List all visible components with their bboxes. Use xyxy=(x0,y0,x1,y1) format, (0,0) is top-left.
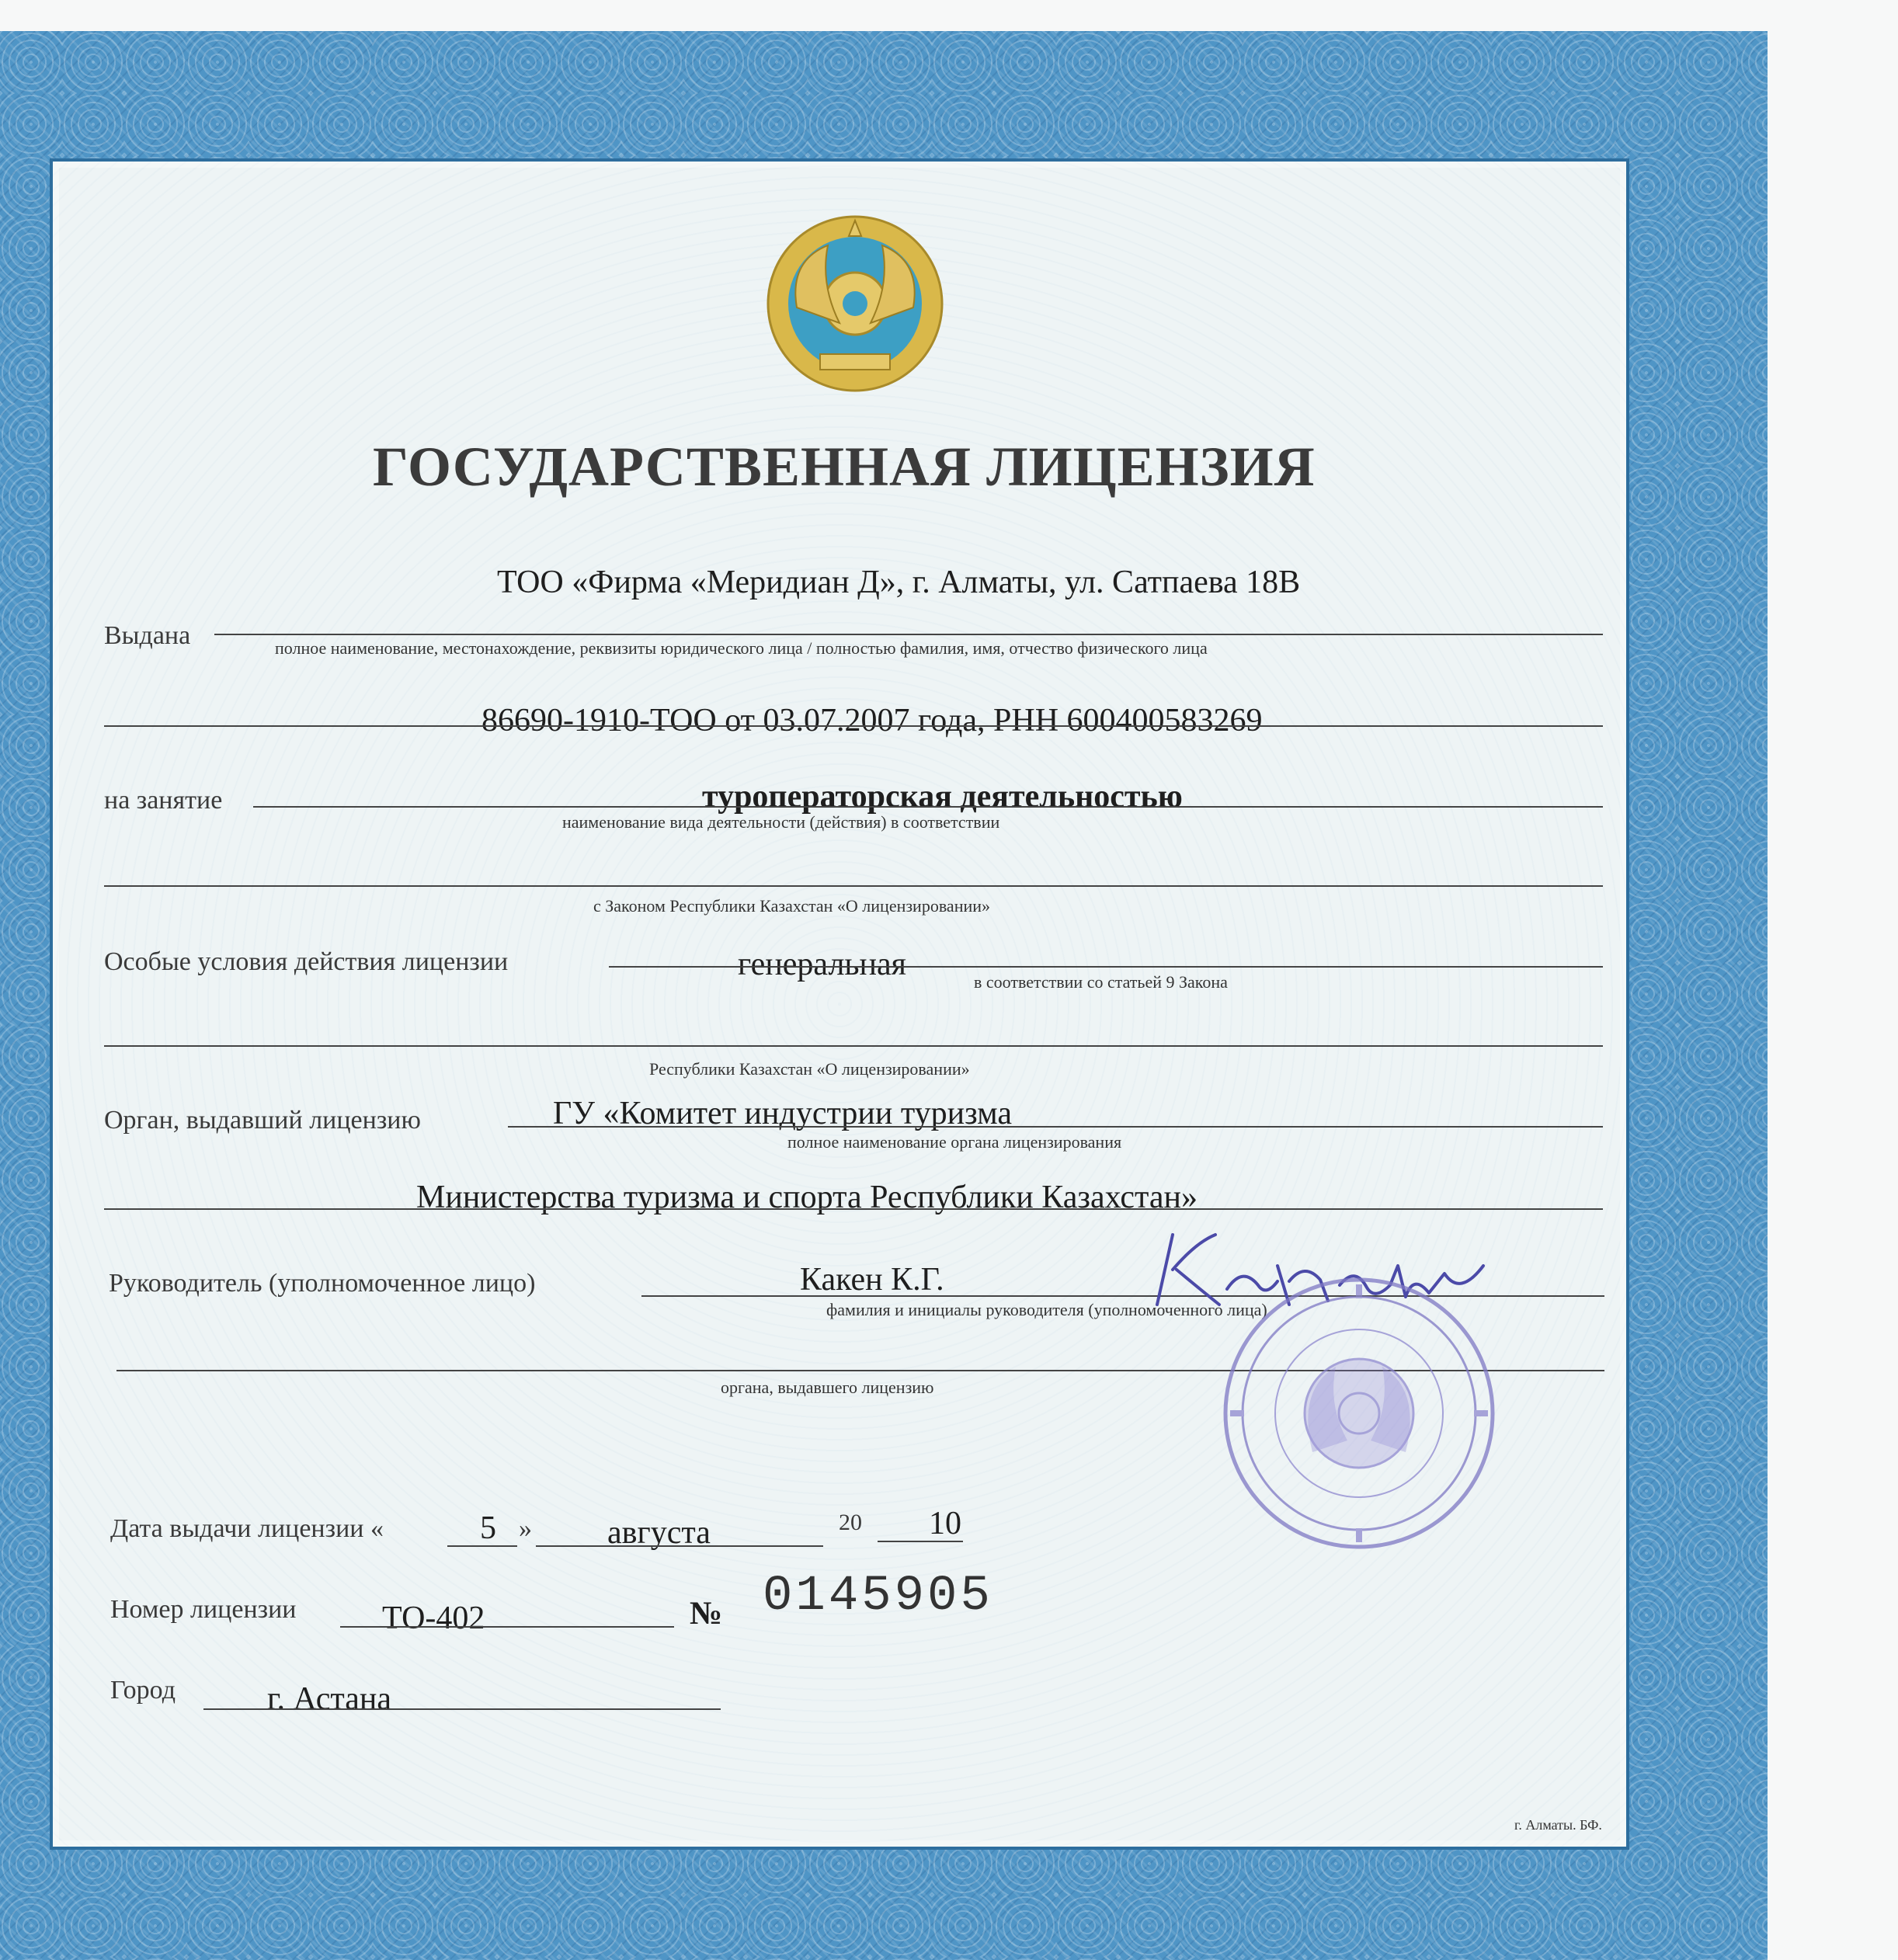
printer-mark: г. Алматы. БФ. xyxy=(1514,1817,1602,1833)
issuer-value-line2: Министерства туризма и спорта Республики Казахстан» xyxy=(416,1180,1198,1215)
issue-date-month: августа xyxy=(607,1515,711,1551)
activity-underline xyxy=(253,806,1603,808)
license-number-label: Номер лицензии xyxy=(110,1595,297,1624)
head-value: Какен К.Г. xyxy=(800,1262,944,1298)
document-title: ГОСУДАРСТВЕННАЯ ЛИЦЕНЗИЯ xyxy=(373,436,1316,498)
issue-date-close-quote: » xyxy=(519,1514,532,1543)
issue-date-day-underline xyxy=(447,1545,517,1547)
issuer-label: Орган, выдавший лицензию xyxy=(104,1106,421,1135)
activity-value: туроператорская деятельностью xyxy=(702,779,1183,815)
city-label: Город xyxy=(110,1676,176,1705)
issued-to-value-line1: ТОО «Фирма «Меридиан Д», г. Алматы, ул. Сатпаева 18В xyxy=(497,565,1301,600)
head-label: Руководитель (уполномоченное лицо) xyxy=(109,1269,536,1298)
issue-date-year-suffix: 10 xyxy=(929,1506,961,1541)
conditions-underline-2 xyxy=(104,1045,1603,1047)
issue-date-month-underline xyxy=(536,1545,823,1547)
license-number-value: ТО-402 xyxy=(382,1600,485,1636)
conditions-caption-2: Республики Казахстан «О лицензировании» xyxy=(649,1059,970,1079)
issuer-value-line1: ГУ «Комитет индустрии туризма xyxy=(553,1096,1013,1131)
issue-date-year-prefix: 20 xyxy=(839,1510,862,1535)
activity-underline-2 xyxy=(104,885,1603,887)
issue-date-label: Дата выдачи лицензии « xyxy=(110,1514,384,1543)
conditions-caption-1: в соответствии со статьей 9 Закона xyxy=(974,972,1228,992)
conditions-value: генеральная xyxy=(738,947,906,982)
issuer-underline-2 xyxy=(104,1208,1603,1210)
official-seal-icon xyxy=(1219,1274,1499,1553)
city-value: г. Астана xyxy=(267,1681,392,1717)
city-underline xyxy=(203,1708,721,1710)
issued-to-value-line2: 86690-1910-ТОО от 03.07.2007 года, РНН 600400583269 xyxy=(481,703,1263,738)
conditions-underline xyxy=(609,966,1603,968)
state-emblem-icon xyxy=(766,214,944,393)
issued-to-label: Выдана xyxy=(104,621,191,650)
issued-to-caption: полное наименование, местонахождение, реквизиты юридического лица / полностью фамилия, имя, отчество физического лица xyxy=(275,638,1208,658)
number-sign: № xyxy=(690,1596,723,1632)
activity-caption-2: с Законом Республики Казахстан «О лицензировании» xyxy=(593,896,991,916)
head-caption-2: органа, выдавшего лицензию xyxy=(721,1378,934,1397)
issue-date-year-underline xyxy=(878,1541,963,1542)
issuer-underline xyxy=(508,1126,1603,1128)
conditions-label: Особые условия действия лицензии xyxy=(104,947,509,976)
license-serial-number: 0145905 xyxy=(763,1569,993,1625)
issue-date-day: 5 xyxy=(480,1510,496,1546)
issued-to-underline-2 xyxy=(104,725,1603,727)
issued-to-underline xyxy=(214,634,1603,635)
issuer-caption: полное наименование органа лицензирования xyxy=(787,1132,1122,1152)
activity-caption-1: наименование вида деятельности (действия) в соответствии xyxy=(562,812,1000,832)
license-number-underline xyxy=(340,1626,674,1628)
head-caption-1: фамилия и инициалы руководителя (уполномоченного лица) xyxy=(826,1300,1267,1319)
activity-label: на занятие xyxy=(104,786,223,815)
